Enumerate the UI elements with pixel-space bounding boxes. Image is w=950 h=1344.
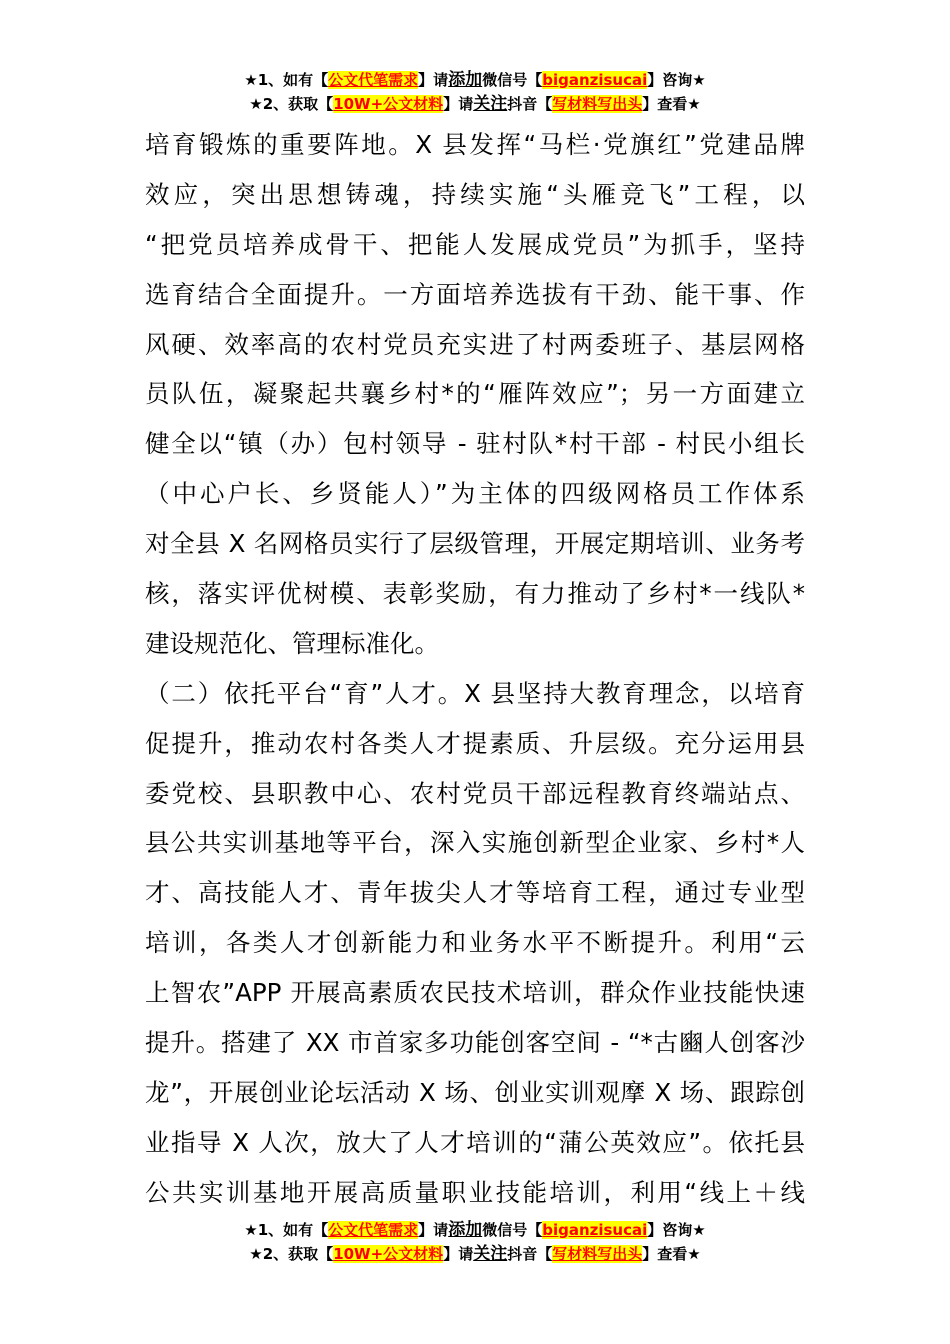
highlight-materials: 10W+公文材料 <box>333 1245 444 1263</box>
banner-text: 微信号【 <box>482 1221 543 1239</box>
banner-text: 】查看★ <box>642 95 701 113</box>
text-line: 员队伍，凝聚起共襄乡村*的“雁阵效应”；另一方面建立 <box>145 379 805 409</box>
banner-text: ★2、获取【 <box>249 95 334 113</box>
text-line: 龙”，开展创业论坛活动 X 场、创业实训观摩 X 场、跟踪创 <box>145 1077 805 1107</box>
text-line: 业指导 X 人次，放大了人才培训的“蒲公英效应”。依托县 <box>145 1127 805 1157</box>
banner-emphasis: 关注 <box>473 1244 508 1264</box>
banner-text: ★1、如有【 <box>244 71 329 89</box>
banner-line-2 <box>0 92 950 116</box>
banner-text: 微信号【 <box>482 71 543 89</box>
text-line: “把党员培养成骨干、把能人发展成党员”为抓手，坚持 <box>145 229 805 259</box>
highlight-materials: 10W+公文材料 <box>333 95 444 113</box>
text-line: 公共实训基地开展高质量职业技能培训，利用“线上＋线 <box>145 1177 805 1207</box>
banner-text: 】请 <box>418 1221 449 1239</box>
banner-text: 】请 <box>443 1245 474 1263</box>
banner-line-2 <box>0 1242 950 1266</box>
banner-text: 】咨询★ <box>647 71 706 89</box>
banner-emphasis: 添加 <box>448 1220 483 1240</box>
highlight-wechat-id: biganzisucai <box>542 71 648 89</box>
banner-emphasis: 关注 <box>473 94 508 114</box>
text-line: 才、高技能人才、青年拔尖人才等培育工程，通过专业型 <box>145 878 805 908</box>
text-line: 培训，各类人才创新能力和业务水平不断提升。利用“云 <box>145 928 805 958</box>
text-line: （中心户长、乡贤能人）”为主体的四级网格员工作体系 <box>145 479 805 509</box>
text-line: 对全县 X 名网格员实行了层级管理，开展定期培训、业务考 <box>145 529 805 559</box>
banner-text: 】请 <box>418 71 449 89</box>
highlight-service: 公文代笔需求 <box>328 1221 419 1239</box>
section-heading-line: （二）依托平台“育”人才。X 县坚持大教育理念，以培育 <box>145 678 805 708</box>
text-line: 健全以“镇（办）包村领导 - 驻村队*村干部 - 村民小组长 <box>145 429 805 459</box>
text-line: 促提升，推动农村各类人才提素质、升层级。充分运用县 <box>145 728 805 758</box>
text-line: 提升。搭建了 XX 市首家多功能创客空间 - “*古豳人创客沙 <box>145 1028 805 1058</box>
footer-banner <box>0 1218 950 1266</box>
text-line: 核，落实评优树模、表彰奖励，有力推动了乡村*一线队* <box>145 579 805 609</box>
banner-text: ★1、如有【 <box>244 1221 329 1239</box>
text-line: 选育结合全面提升。一方面培养选拔有干劲、能干事、作 <box>145 279 805 309</box>
text-line: 培育锻炼的重要阵地。X 县发挥“马栏·党旗红”党建品牌 <box>145 130 805 159</box>
header-banner <box>0 68 950 116</box>
banner-text: 抖音【 <box>507 95 553 113</box>
highlight-service: 公文代笔需求 <box>328 71 419 89</box>
banner-text: 】咨询★ <box>647 1221 706 1239</box>
banner-line-1 <box>0 68 950 92</box>
banner-text: 抖音【 <box>507 1245 553 1263</box>
highlight-wechat-id: biganzisucai <box>542 1221 648 1239</box>
banner-text: ★2、获取【 <box>249 1245 334 1263</box>
text-line: 风硬、效率高的农村党员充实进了村两委班子、基层网格 <box>145 329 805 359</box>
text-line: 上智农”APP 开展高素质农民技术培训，群众作业技能快速 <box>145 978 805 1008</box>
highlight-douyin: 写材料写出头 <box>552 1245 643 1263</box>
document-body <box>145 120 805 1218</box>
banner-text: 】查看★ <box>642 1245 701 1263</box>
text-line: 县公共实训基地等平台，深入实施创新型企业家、乡村*人 <box>145 828 805 858</box>
banner-line-1 <box>0 1218 950 1242</box>
text-line: 委党校、县职教中心、农村党员干部远程教育终端站点、 <box>145 778 805 808</box>
text-line: 建设规范化、管理标准化。 <box>145 628 439 658</box>
banner-emphasis: 添加 <box>448 70 483 90</box>
text-line: 效应，突出思想铸魂，持续实施“头雁竞飞”工程，以 <box>145 179 805 209</box>
highlight-douyin: 写材料写出头 <box>552 95 643 113</box>
banner-text: 】请 <box>443 95 474 113</box>
